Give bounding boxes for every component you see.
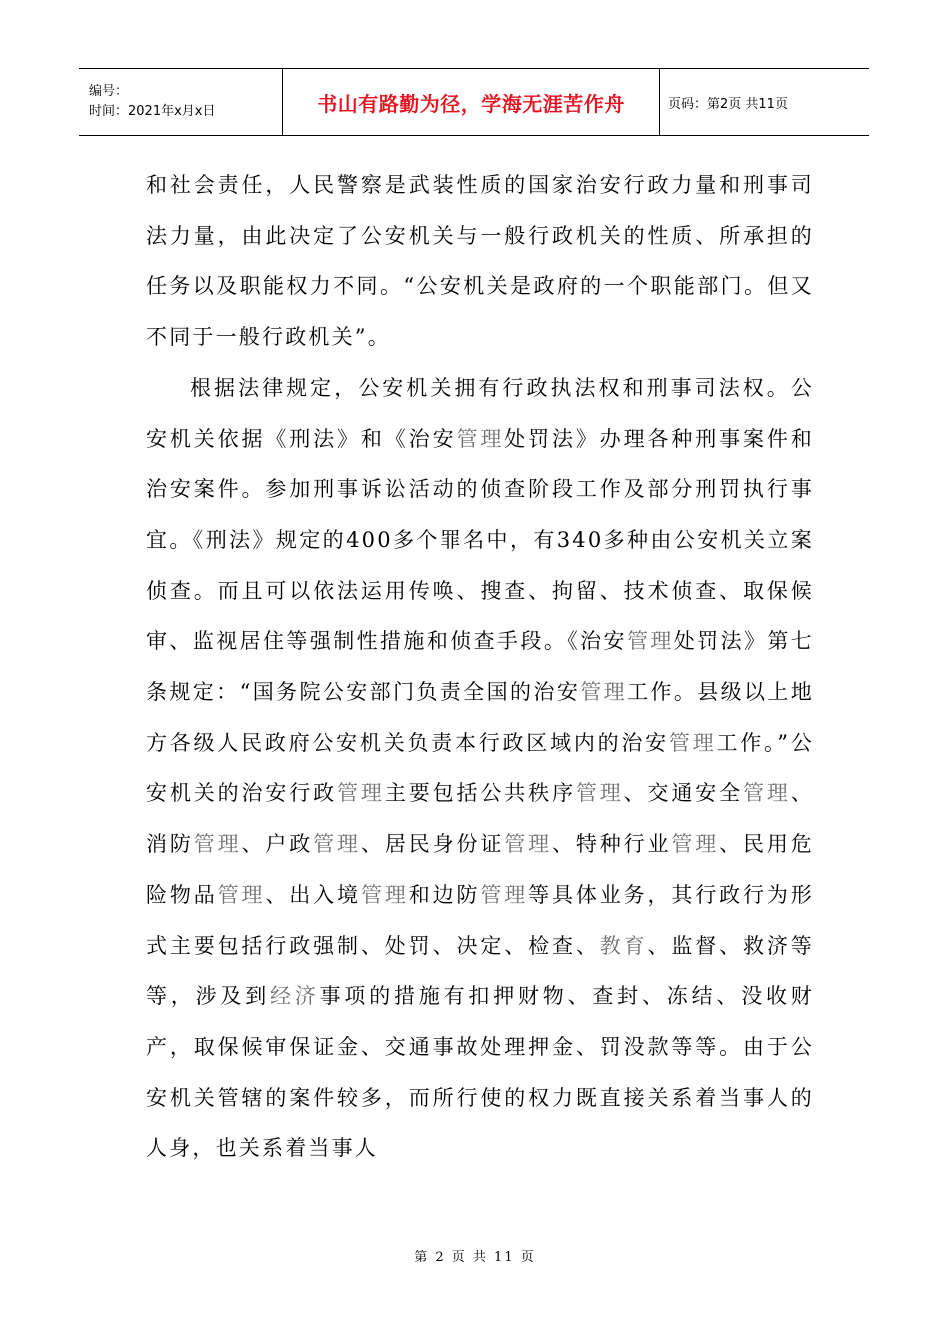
paragraph-text: 、出入境 [265, 882, 361, 907]
paragraph-2 [146, 363, 814, 1174]
motto-text: 书山有路勤为径，学海无涯苦作舟 [317, 91, 625, 116]
highlighted-term: 管理 [671, 832, 720, 857]
highlighted-term: 管理 [480, 882, 529, 907]
paragraph-text: 、消防 [146, 781, 814, 857]
paragraph-text: 、监督、救济等等，涉及到 [146, 933, 814, 1009]
time-label: 时间：2021年x月x日 [89, 104, 216, 119]
number-label: 编号： [89, 84, 129, 99]
header-page-info [660, 69, 869, 135]
paragraph-text: 、特种行业 [551, 832, 672, 857]
highlighted-term: 管理 [575, 781, 624, 806]
highlighted-term: 管理 [626, 629, 674, 654]
paragraph-text: 和边防 [408, 882, 481, 907]
highlighted-term: 经济 [270, 984, 320, 1009]
highlighted-term: 管理 [456, 426, 505, 451]
highlighted-term: 管理 [504, 832, 552, 857]
highlighted-term: 管理 [580, 680, 628, 705]
paragraph-text: 、户政 [241, 832, 314, 857]
paragraph-text: 、交通安全 [623, 781, 744, 806]
page-info-text: 页码：第2页 共11页 [668, 96, 788, 112]
paragraph-text: 和社会责任，人民警察是武装性质的国家治安行政力量和刑事司法力量，由此决定了公安机关与一般行政机关的性质、所承担的任务以及职能权力不同。“公安机关是政府的一个职能部门。但又不同于一般行政机关”。 [146, 173, 814, 350]
header-motto [282, 69, 660, 135]
highlighted-term: 管理 [743, 781, 791, 806]
page-footer: 第 2 页 共 11 页 [414, 1250, 536, 1265]
paragraph-text: 处罚法》第七条规定：“国务院公安部门负责全国的治安 [146, 629, 814, 705]
page-header [79, 68, 869, 136]
paragraph-text: 工作。县级以上地方各级人民政府公安机关负责本行政区域内的治安 [146, 680, 814, 755]
highlighted-term: 管理 [668, 730, 717, 755]
paragraph-text: 、居民身份证 [360, 832, 505, 857]
paragraph-text: 事项的措施有扣押财物、查封、冻结、没收财产，取保候审保证金、交通事故处理押金、罚没款等等。由于公安机关管辖的案件较多，而所行使的权力既直接关系着当事人的人身，也关系着当事人 [146, 984, 815, 1161]
highlighted-term: 管理 [360, 882, 409, 907]
paragraph-1 [146, 160, 814, 363]
highlighted-term: 管理 [337, 781, 385, 806]
highlighted-term: 管理 [313, 832, 361, 857]
paragraph-text: 、民用危险物品 [146, 832, 814, 907]
highlighted-term: 管理 [193, 832, 242, 857]
paragraph-text: 根据法律规定，公安机关拥有行政执法权和刑事司法权。公安机关依据《刑法》和《治安 [146, 375, 814, 451]
highlighted-term: 教育 [599, 933, 648, 958]
paragraph-text: 等具体业务，其行政行为形式主要包括行政强制、处罚、决定、检查、 [146, 882, 814, 958]
header-meta [79, 69, 282, 135]
paragraph-text: 主要包括公共秩序 [384, 781, 576, 806]
paragraph-text: 工作。”公安机关的治安行政 [146, 730, 814, 806]
paragraph-text: 处罚法》办理各种刑事案件和治安案件。参加刑事诉讼活动的侦查阶段工作及部分刑罚执行事宜。《刑法》规定的400多个罪名中，有340多种由公安机关立案侦查。而且可以依法运用传唤、搜查、拘留、技术侦查、取保候审、监视居住等强制性措施和侦查手段。《治安 [146, 426, 814, 654]
document-body [146, 160, 814, 1174]
highlighted-term: 管理 [217, 882, 266, 907]
